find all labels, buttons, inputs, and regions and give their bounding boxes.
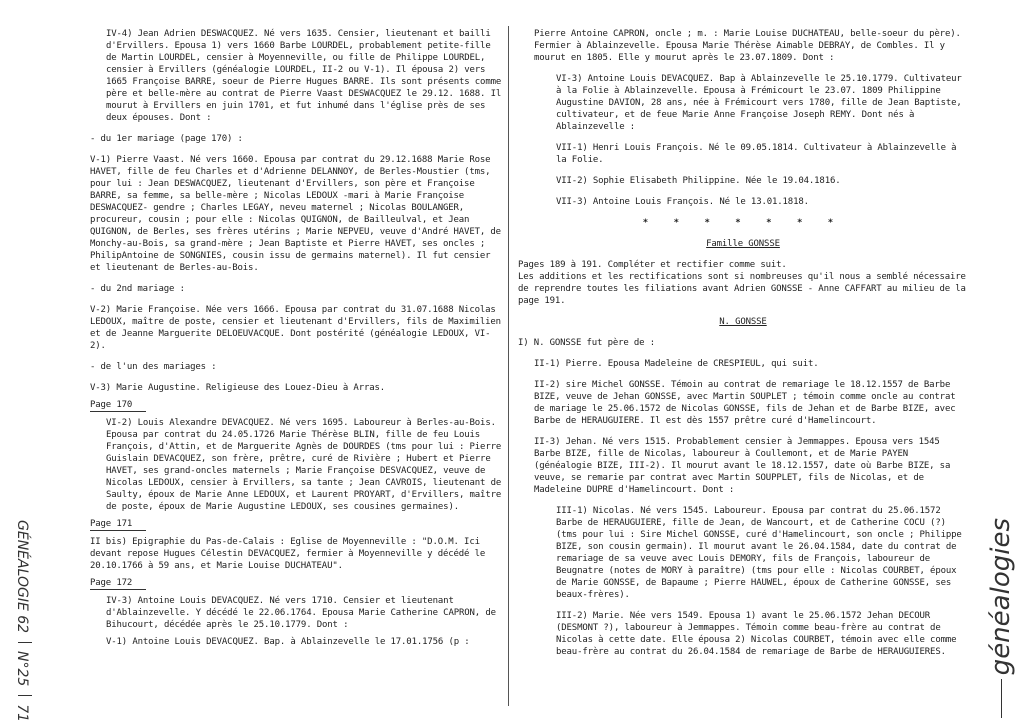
- page-number: 71: [14, 704, 30, 722]
- spacer: [518, 427, 968, 436]
- journal-brand: [983, 518, 1019, 718]
- journal-name: GÉNÉALOGIE 62: [14, 520, 30, 634]
- column-divider: [508, 26, 509, 706]
- spacer: [518, 370, 968, 379]
- genealogy-entry: III-1) Nicolas. Né vers 1545. Laboureur. Epousa par contrat du 25.06.1572 Barbe de HERAUGUIERE, fille de Jean, de Wancourt, et de Catherine COCU (?) (tms pour lui : Sire Michel GONSSE, curé d'Hamelincourt, son oncle ; Philippe BIZE, son cousin germain). Il mourut avant le 26.04.1584, date du contrat de remariage de sa veuve avec Louis DEMORY, fils de François, laboureur de Beugnatre (notes de MORY à paraître) (tms pour elle : Nicolas COURBET, époux de Marie GONSSE, de Bapaume ; Pierre HAUWEL, époux de Catherine GONSSE, ses beaux-frères).: [556, 506, 962, 600]
- genealogy-entry: III-2) Marie. Née vers 1549. Epousa 1) avant le 25.06.1572 Jehan DECOUR (DESMONT ?), laboureur à Jemmappes. Témoin comme beau-frère au contrat de Nicolas à cette date. Elle épousa 2) Nicolas COURBET, témoin avec elle comme beau-frère au contrat du 26.04.1584 de remariage de Barbe de HERAUGUIERES.: [556, 611, 957, 657]
- spacer: [90, 124, 502, 133]
- brand-rule: [1001, 679, 1002, 718]
- genealogy-entry: II-1) Pierre. Epousa Madeleine de CRESPIEUL, qui suit.: [534, 359, 819, 369]
- genealogy-entry: VI-3) Antoine Louis DEVACQUEZ. Bap à Ablainzevelle le 25.10.1779. Cultivateur à la Folie à Ablainzevelle. Epousa à Frémicourt le 23.07. 1809 Philippine Augustine DAVION, 28 ans, née à Frémicourt vers 1780, fille de Jean Baptiste, cultivateur, et de feue Marie Anne Françoise Joseph REMY. Dont nés à Ablainzevelle :: [556, 74, 962, 132]
- journal-footer: [12, 520, 32, 720]
- spacer: [90, 373, 502, 382]
- right-column: [518, 28, 968, 658]
- spacer: [518, 133, 968, 142]
- genealogy-entry: VI-2) Louis Alexandre DEVACQUEZ. Né vers 1695. Laboureur à Berles-au-Bois. Epousa par contrat du 24.05.1726 Marie Thérèse BLIN, fille de feu Louis François, d'Attin, et de Marguerite Agnès de DOURDES (tms pour lui : Pierre Guislain DEVACQUEZ, son frère, prêtre, curé de Rivière ; Hubert et Pierre HAVET, ses grand-oncles maternels ; Marie Françoise DESVACQUEZ, veuve de Nicolas LEDOUX, censier à Ervillers, sa tante ; Jean CAVROIS, lieutenant de Saulty, époux de Marie Anne LEDOUX, et Laurent PROYART, d'Ervillers, maître de poste, époux de Marie Augustine LEDOUX, ses cousines germaines).: [106, 418, 502, 512]
- section-title-row: [518, 238, 968, 250]
- separator: [18, 695, 32, 696]
- spacer: [90, 145, 502, 154]
- genealogy-entry: - du 1er mariage (page 170) :: [90, 134, 243, 144]
- separator: [18, 642, 32, 643]
- page-reference: Page 172: [90, 577, 146, 590]
- page-reference: Page 171: [90, 518, 146, 531]
- spacer: [518, 349, 968, 358]
- genealogy-entry: II-3) Jehan. Né vers 1515. Probablement censier à Jemmappes. Epousa vers 1545 Barbe BIZE, fille de Nicolas, laboureur à Coullemont, et de Marie PAYEN (généalogie BIZE, III-2). Il mourut avant le 18.12.1557, date où Barbe BIZE, sa veuve, se remarie par contrat avec Martin SOUPPLET, fils de Nicolas, et de Madeleine DUPRE d'Hamelincourt. Dont :: [534, 437, 951, 495]
- spacer: [518, 166, 968, 175]
- left-column: [90, 28, 502, 648]
- issue-number: N°25: [14, 650, 30, 687]
- spacer: [518, 496, 968, 505]
- genealogy-entry: Pages 189 à 191. Compléter et rectifier comme suit.: [518, 260, 787, 270]
- genealogy-entry: V-1) Pierre Vaast. Né vers 1660. Epousa par contrat du 29.12.1688 Marie Rose HAVET, fille de feu Charles et d'Adrienne DELANNOY, de Berles-Moustier (tms, pour lui : Jean DESWACQUEZ, lieutenant d'Ervillers, son père et Françoise BARRE, sa femme, sa belle-mère ; Nicolas LEDOUX -mari à Marie Françoise DESWACQUEZ- gendre ; Charles LEGAY, neveu maternel ; Nicolas BOULANGER, procureur, cousin ; pour elle : Nicolas QUIGNON, de Bailleulval, et Jean QUIGNON, de Berles, ses frères utérins ; Marie NEPVEU, veuve d'André HAVET, de Monchy-au-Bois, sa grand-mère ; Jean Baptiste et Pierre HAVET, ses oncles ; PhilipAntoine de SONGNIES, cousin issu de germains maternel). Il fut censier et lieutenant de Berles-au-Bois.: [90, 155, 501, 273]
- section-title: Famille GONSSE: [706, 239, 780, 249]
- genealogy-entry: V-2) Marie Françoise. Née vers 1666. Epousa par contrat du 31.07.1688 Nicolas LEDOUX, maître de poste, censier et lieutenant d'Ervillers, fils de Maximilien et de Jeanne Marguerite DELOEUVACQUE. Dont postérité (généalogie LEDOUX, VI-2).: [90, 305, 501, 351]
- genealogy-entry: Les additions et les rectifications sont si nombreuses qu'il nous a semblé nécessaire de reprendre toutes les filiations avant Adrien GONSSE - Anne CAFFART au milieu de la page 191.: [518, 272, 966, 306]
- genealogy-entry: - de l'un des mariages :: [90, 362, 217, 372]
- genealogy-entry: IV-3) Antoine Louis DEVACQUEZ. Né vers 1710. Censier et lieutenant d'Ablainzevelle. Y décédé le 22.06.1764. Epousa Marie Catherine CAPRON, de Bihucourt, décédée après le 25.10.1779. Dont :: [106, 596, 496, 630]
- brand-text: généalogies: [986, 518, 1016, 676]
- genealogy-entry: II-2) sire Michel GONSSE. Témoin au contrat de remariage le 18.12.1557 de Barbe BIZE, veuve de Jehan GONSSE, avec Martin SOUPLET ; témoin comme oncle au contrat de mariage le 25.06.1572 de Nicolas GONSSE, fils de Jehan et de Barbe BIZE, avec Barbe de HERAUGUIERE. Il est dès 1557 prêtre curé d'Hamelincourt.: [534, 380, 956, 426]
- section-title-row: [518, 316, 968, 328]
- spacer: [518, 250, 968, 259]
- spacer: [518, 187, 968, 196]
- section-separator: * * * * * * *: [642, 218, 844, 228]
- spacer: [518, 64, 968, 73]
- genealogy-entry: VII-1) Henri Louis François. Né le 09.05.1814. Cultivateur à Ablainzevelle à la Folie.: [556, 143, 957, 165]
- genealogy-entry: - du 2nd mariage :: [90, 284, 185, 294]
- spacer: [90, 274, 502, 283]
- genealogy-entry: VII-3) Antoine Louis François. Né le 13.01.1818.: [556, 197, 809, 207]
- page-reference-row: [90, 577, 502, 590]
- spacer: [518, 208, 968, 217]
- page-reference-row: [90, 399, 502, 412]
- genealogy-entry: VII-2) Sophie Elisabeth Philippine. Née le 19.04.1816.: [556, 176, 841, 186]
- spacer: [90, 352, 502, 361]
- spacer: [90, 295, 502, 304]
- spacer: [518, 229, 968, 238]
- genealogy-entry: IV-4) Jean Adrien DESWACQUEZ. Né vers 1635. Censier, lieutenant et bailli d'Ervillers. Epousa 1) vers 1660 Barbe LOURDEL, probablement petite-fille de Martin LOURDEL, censier à Moyenneville, ou fille de Philippe LOURDEL, censier à Ervillers (généalogie LOURDEL, II-2 ou V-1). Il épousa 2) vers 1665 Françoise BARRE, soeur de Pierre Hugues BARRE. Ils sont présents comme père et belle-mère au contrat de Pierre Vaast DESWACQUEZ le 29.12. 1688. Il mourut à Ervillers en juin 1701, et fut inhumé dans l'église près de ses deux épouses. Dont :: [106, 29, 502, 123]
- section-title: N. GONSSE: [719, 317, 767, 327]
- genealogy-entry: I) N. GONSSE fut père de :: [518, 338, 655, 348]
- page-reference: Page 170: [90, 399, 146, 412]
- spacer: [518, 328, 968, 337]
- genealogy-entry: V-3) Marie Augustine. Religieuse des Louez-Dieu à Arras.: [90, 383, 386, 393]
- page-reference-row: [90, 518, 502, 531]
- genealogy-entry: II bis) Epigraphie du Pas-de-Calais : Eglise de Moyenneville : "D.O.M. Ici devant repose Hugues Célestin DEVACQUEZ, fermier à Moyenneville y décédé le 20.10.1766 à 59 ans, et Marie Louise DUCHATEAU".: [90, 537, 486, 571]
- genealogy-entry: V-1) Antoine Louis DEVACQUEZ. Bap. à Ablainzevelle le 17.01.1756 (p :: [106, 637, 470, 647]
- genealogy-entry: Pierre Antoine CAPRON, oncle ; m. : Marie Louise DUCHATEAU, belle-soeur du père). Fermier à Ablainzevelle. Epousa Marie Thérèse Aimable DEBRAY, de Combles. Il y mourut en 1805. Elle y mourut après le 23.07.1809. Dont :: [534, 29, 961, 63]
- spacer: [518, 307, 968, 316]
- spacer: [518, 601, 968, 610]
